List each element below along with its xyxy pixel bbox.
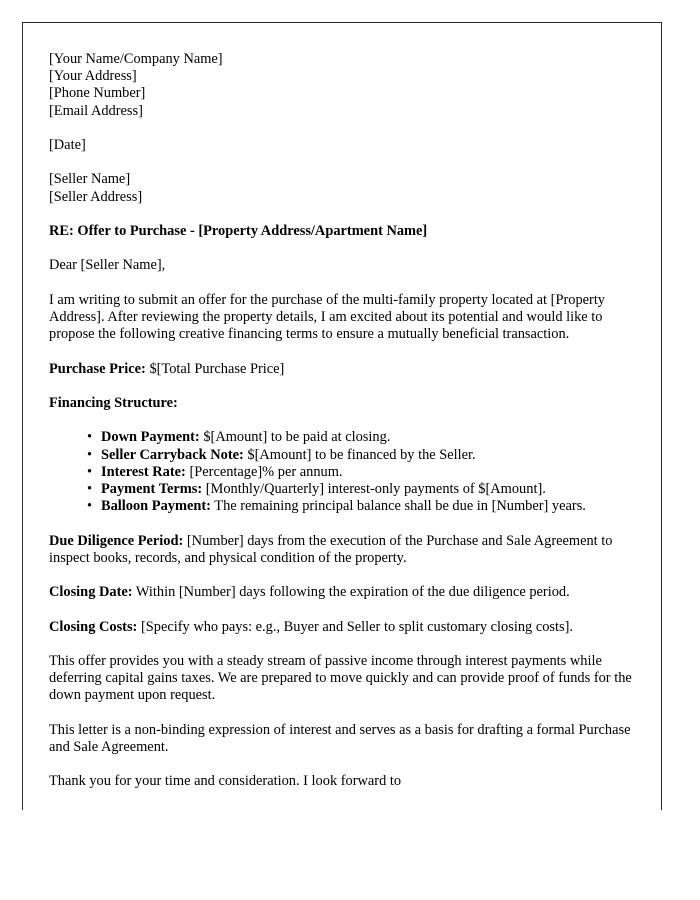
list-item bbox=[87, 481, 639, 498]
clipped-paragraph-row bbox=[49, 773, 639, 790]
recipient-address-line: [Seller Address] bbox=[49, 188, 143, 205]
sender-address-line: [Your Address] bbox=[49, 68, 137, 85]
closing-date-label: Closing Date: bbox=[49, 584, 133, 601]
date-line: [Date] bbox=[49, 137, 86, 153]
term-label: Seller Carryback Note: bbox=[101, 446, 244, 463]
spacer bbox=[49, 412, 639, 429]
closing-costs-value: [Specify who pays: e.g., Buyer and Seller to split customary closing costs]. bbox=[140, 618, 574, 635]
financing-terms-list bbox=[49, 429, 639, 515]
term-value: [Monthly/Quarterly] interest-only payments of $[Amount]. bbox=[205, 480, 546, 497]
recipient-address-block bbox=[49, 171, 639, 205]
list-item bbox=[87, 429, 639, 446]
spacer bbox=[49, 636, 639, 653]
spacer bbox=[49, 378, 639, 395]
intro-paragraph: I am writing to submit an offer for the purchase of the multi-family property located at [Property Address]. After reviewing the property details, I am excited about its potential and would like to propose the following creative financing terms to ensure a mutually beneficial transaction. bbox=[49, 291, 606, 343]
closing-date-value: Within [Number] days following the expiration of the due diligence period. bbox=[135, 584, 570, 601]
list-item bbox=[87, 464, 639, 481]
spacer bbox=[49, 601, 639, 618]
closing-costs-label: Closing Costs: bbox=[49, 618, 138, 635]
due-diligence-paragraph bbox=[49, 533, 639, 567]
spacer bbox=[49, 275, 639, 292]
spacer bbox=[49, 154, 639, 171]
term-label: Interest Rate: bbox=[101, 463, 186, 480]
financing-structure-heading: Financing Structure: bbox=[49, 394, 178, 411]
spacer bbox=[49, 515, 639, 532]
term-value: $[Amount] to be financed by the Seller. bbox=[247, 446, 476, 463]
closing-costs-paragraph bbox=[49, 619, 639, 636]
sender-address-block bbox=[49, 51, 639, 120]
spacer bbox=[49, 567, 639, 584]
spacer bbox=[49, 756, 639, 773]
due-diligence-value: [Number] days from the execution of the Purchase and Sale Agreement to inspect books, records, and physical condition of the property. bbox=[49, 532, 613, 566]
benefit-paragraph: This offer provides you with a steady stream of passive income through interest payments while deferring capital gains taxes. We are prepared to move quickly and can provide proof of funds for the down payment upon request. bbox=[49, 652, 632, 704]
term-value: The remaining principal balance shall be due in [Number] years. bbox=[214, 498, 586, 515]
term-label: Payment Terms: bbox=[101, 480, 203, 497]
term-value: $[Amount] to be paid at closing. bbox=[203, 429, 391, 446]
closing-date-paragraph bbox=[49, 584, 639, 601]
due-diligence-label: Due Diligence Period: bbox=[49, 532, 184, 549]
term-label: Balloon Payment: bbox=[101, 498, 211, 515]
purchase-price-value: $[Total Purchase Price] bbox=[149, 360, 285, 377]
salutation: Dear [Seller Name], bbox=[49, 257, 166, 274]
letter-body bbox=[49, 51, 639, 790]
spacer bbox=[49, 705, 639, 722]
nonbinding-paragraph: This letter is a non-binding expression of interest and serves as a basis for drafting a formal Purchase and Sale Agreement. bbox=[49, 721, 631, 755]
spacer bbox=[49, 206, 639, 223]
recipient-name-line: [Seller Name] bbox=[49, 171, 131, 188]
purchase-price-line bbox=[49, 361, 639, 378]
spacer bbox=[49, 343, 639, 360]
spacer bbox=[49, 120, 639, 137]
document-page bbox=[22, 22, 662, 810]
sender-email-line: [Email Address] bbox=[49, 102, 143, 119]
subject-line: RE: Offer to Purchase - [Property Address/Apartment Name] bbox=[49, 222, 428, 239]
purchase-price-label: Purchase Price: bbox=[49, 360, 146, 377]
list-item bbox=[87, 498, 639, 515]
list-item bbox=[87, 447, 639, 464]
term-value: [Percentage]% per annum. bbox=[189, 463, 343, 480]
sender-name-line: [Your Name/Company Name] bbox=[49, 51, 223, 67]
sender-phone-line: [Phone Number] bbox=[49, 85, 146, 102]
clipped-paragraph: Thank you for your time and consideration. I look forward to bbox=[49, 773, 402, 790]
term-label: Down Payment: bbox=[101, 429, 200, 446]
spacer bbox=[49, 240, 639, 257]
